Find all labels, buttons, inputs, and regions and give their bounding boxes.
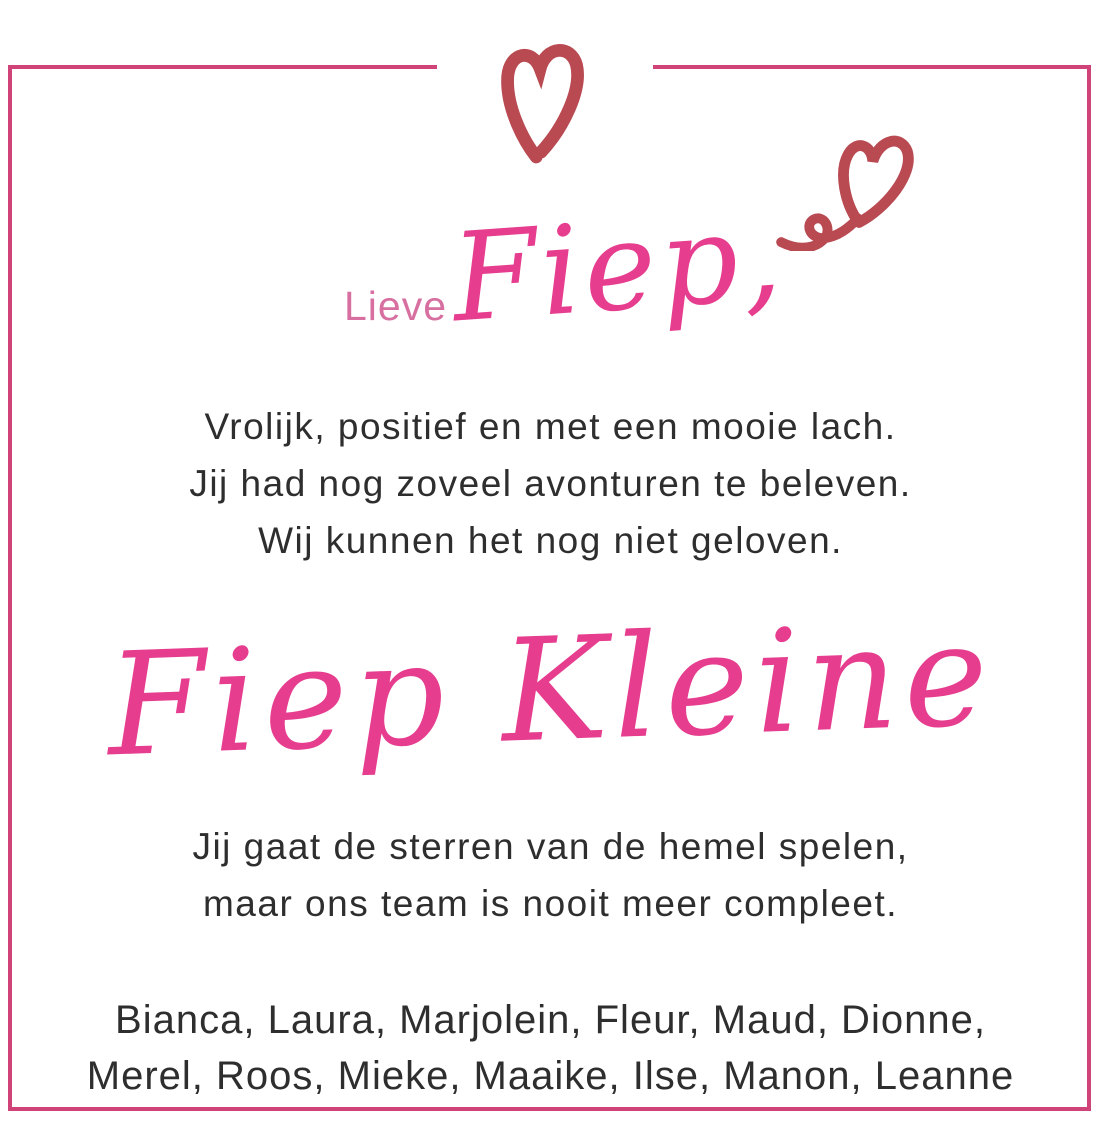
heart-outline-icon (493, 33, 601, 171)
verse-1-line-1: Vrolijk, positief en met een mooie lach. (204, 406, 897, 447)
signature-names (0, 992, 1101, 1104)
salutation-prefix: Lieve (344, 283, 448, 329)
heart-swirl-icon (772, 113, 950, 251)
verse-1 (0, 398, 1101, 569)
signature-names-line-2: Merel, Roos, Mieke, Maaike, Ilse, Manon, Leanne (86, 1054, 1015, 1098)
salutation-name-script: Fiep, (447, 184, 790, 350)
verse-1-line-2: Jij had nog zoveel avonturen te beleven. (189, 463, 912, 504)
signature-names-line-1: Bianca, Laura, Marjolein, Fleur, Maud, Dionne, (115, 998, 986, 1042)
verse-2-line-2: maar ons team is nooit meer compleet. (202, 883, 899, 924)
verse-2-line-1: Jij gaat de sterren van de hemel spelen, (192, 826, 909, 867)
verse-1-line-3: Wij kunnen het nog niet geloven. (258, 520, 843, 561)
full-name-script: Fiep Kleine (104, 592, 997, 789)
verse-2 (0, 818, 1101, 932)
